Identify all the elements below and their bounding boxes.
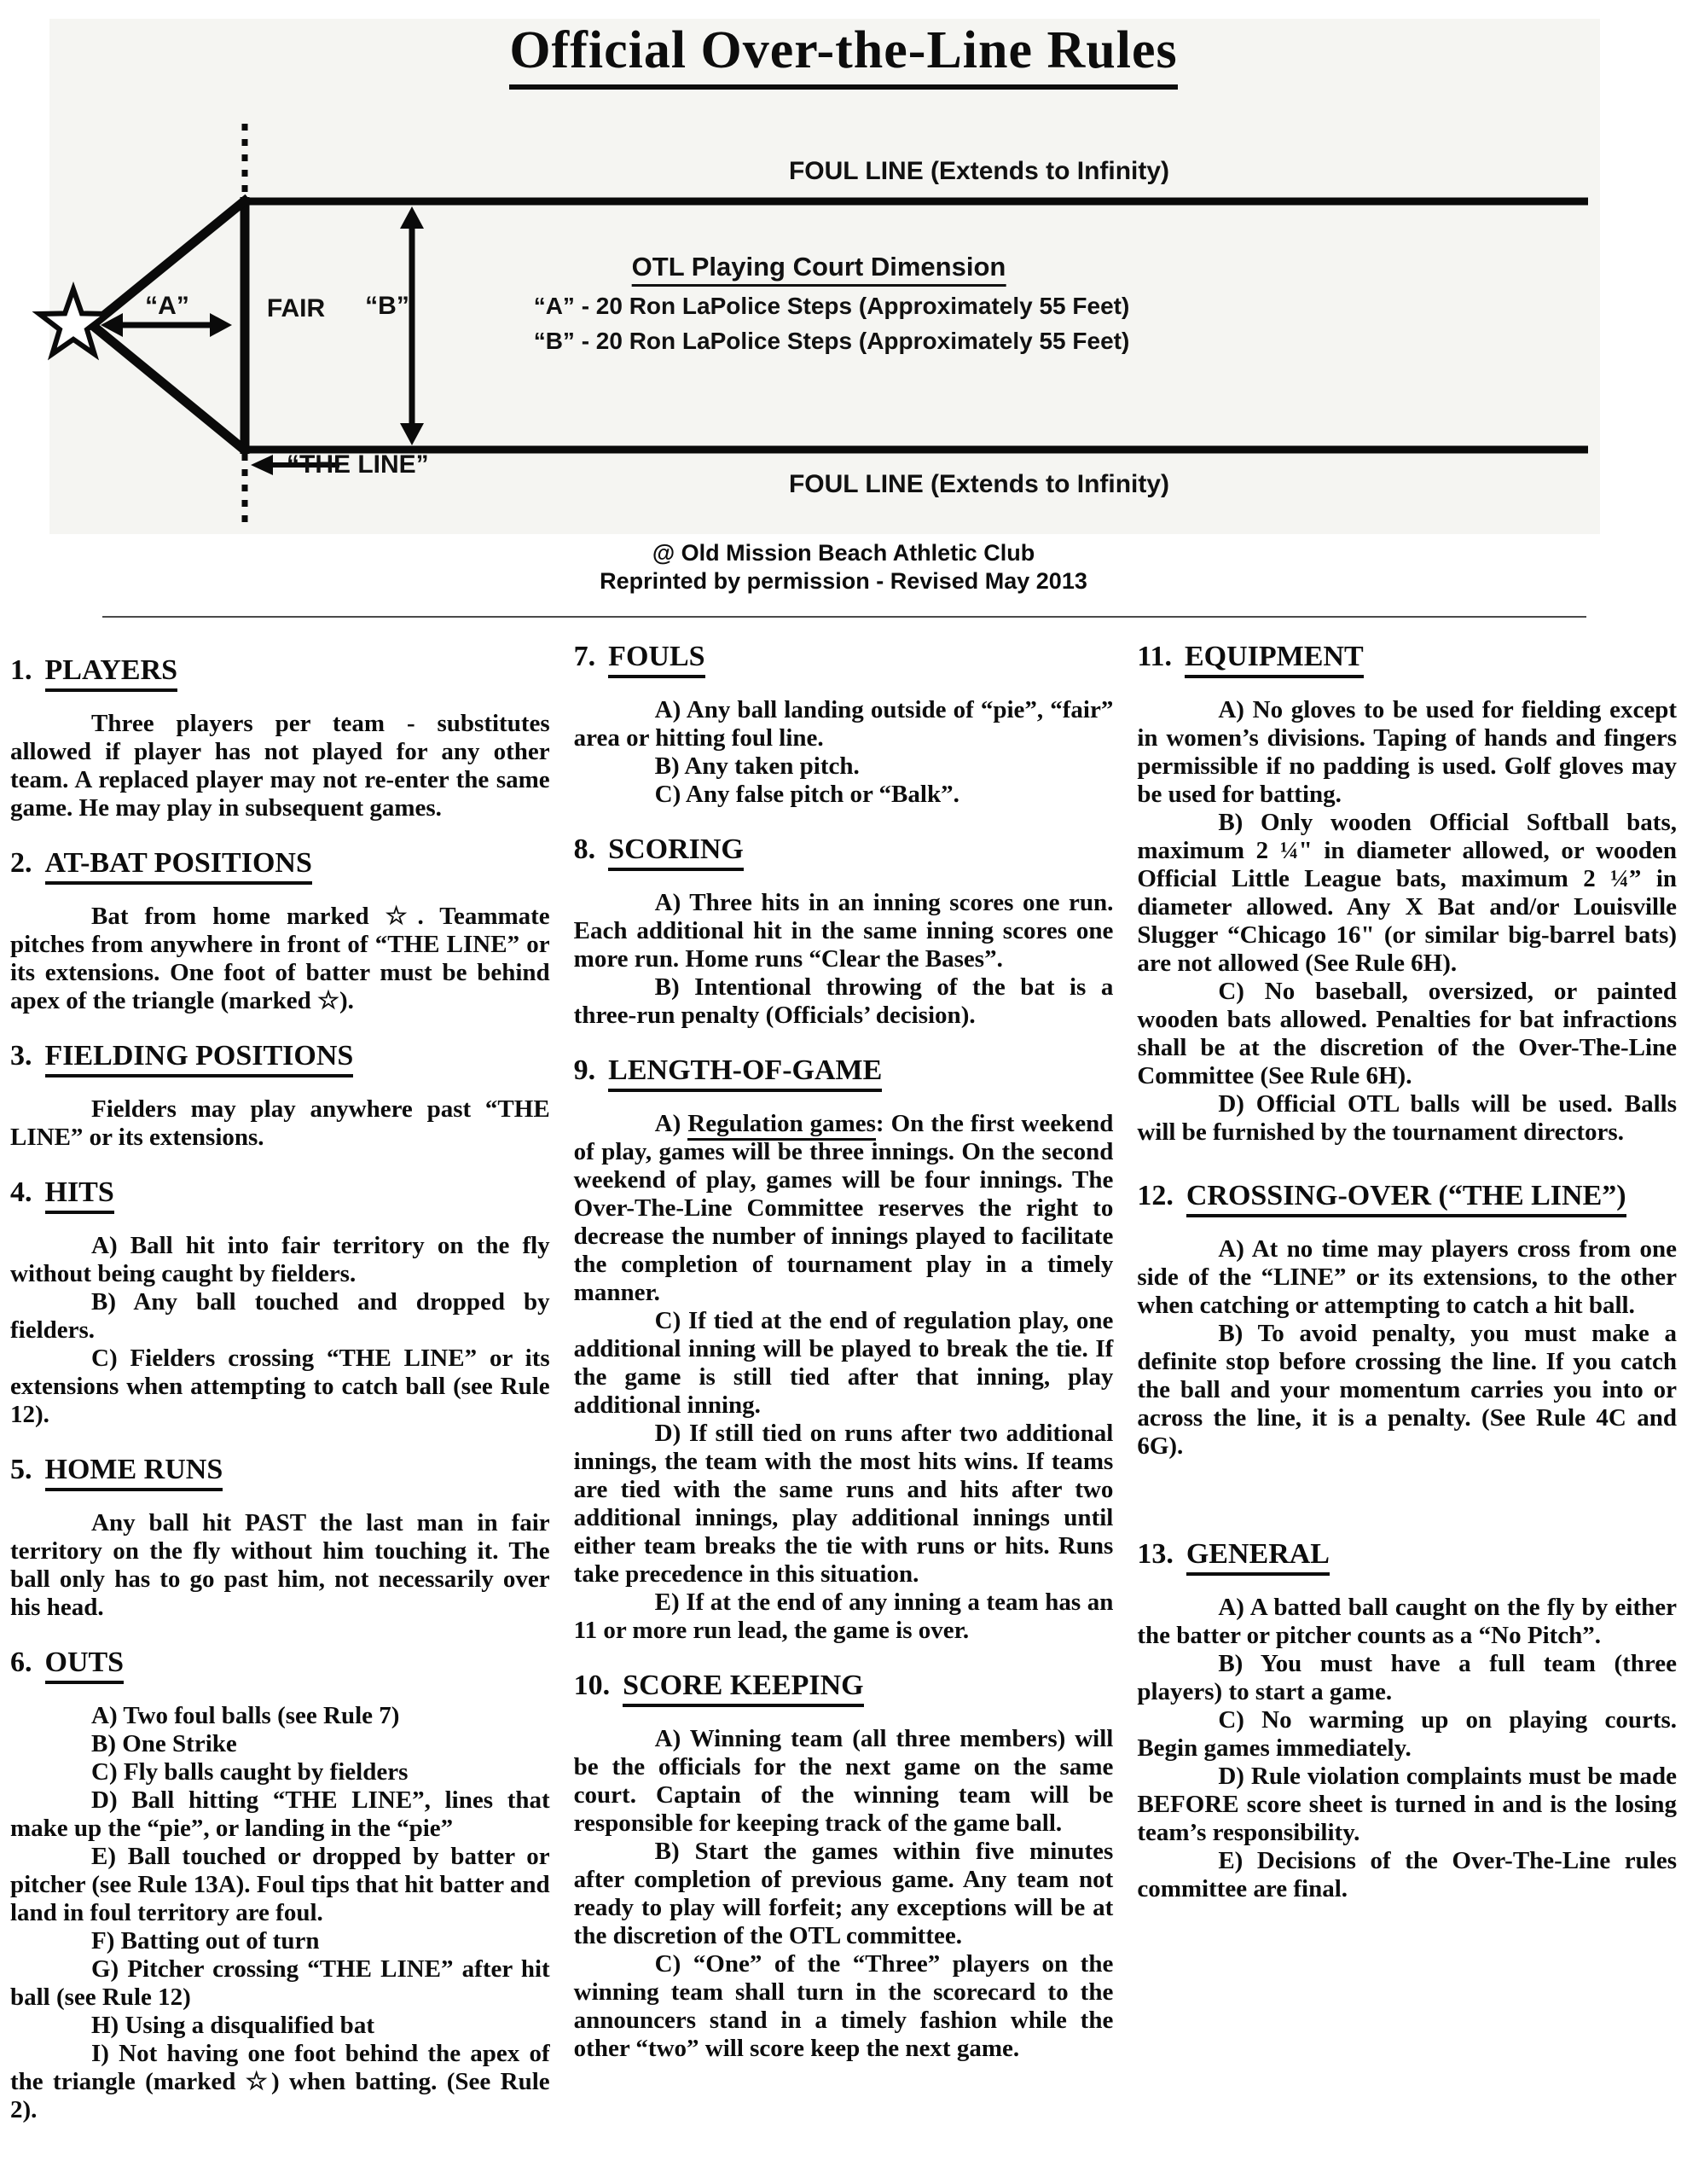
rule-paragraph: C) “One” of the “Three” players on the winning team shall turn in the scorecard to the announcers stand in a timely fashion while the other “two” will score keep the next game.	[573, 1950, 1114, 2062]
page-title: Official Over-the-Line Rules	[509, 20, 1177, 90]
rule-paragraph: I) Not having one foot behind the apex of the triangle (marked ☆) when batting. (See Rule 2).	[10, 2040, 550, 2123]
pie-triangle-bottom-side	[92, 325, 248, 453]
rule-paragraph: A) A batted ball caught on the fly by either the batter or pitcher counts as a “No Pitch”.	[1137, 1594, 1678, 1649]
rule-section-5-home-runs	[10, 1455, 550, 1622]
section-title: FIELDING POSITIONS	[45, 1040, 354, 1077]
rule-paragraph: A) Two foul balls (see Rule 7)	[91, 1702, 400, 1729]
section-number: 8.	[573, 834, 596, 865]
rule-paragraph: G) Pitcher crossing “THE LINE” after hit ball (see Rule 12)	[10, 1955, 550, 2011]
rule-paragraph: B) Start the games within five minutes after completion of previous game. Any team not ready to play will forfeit; any exceptions will be at the discretion of the OTL committee.	[573, 1838, 1114, 1949]
rules-column-3	[1137, 642, 1677, 2150]
rule-section-2-at-bat-positions	[10, 848, 550, 1015]
section-title: HOME RUNS	[45, 1454, 223, 1491]
rule-paragraph: H) Using a disqualified bat	[91, 2012, 374, 2039]
rule-paragraph: B) Any ball touched and dropped by fielders.	[10, 1288, 550, 1344]
section-number: 4.	[10, 1176, 32, 1208]
section-title: SCORE KEEPING	[623, 1670, 863, 1707]
section-number: 13.	[1137, 1538, 1174, 1570]
section-heading	[574, 834, 1114, 865]
section-number: 7.	[573, 641, 596, 672]
section-heading	[10, 655, 550, 686]
attribution	[0, 539, 1687, 595]
section-number: 5.	[10, 1454, 32, 1485]
rule-paragraph: Any ball hit PAST the last man in fair territory on the fly without him touching it. The ball only has to go past him, not necessarily over his head.	[10, 1509, 550, 1621]
rule-paragraph: D) Official OTL balls will be used. Balls will be furnished by the tournament directors.	[1137, 1090, 1678, 1146]
rule-paragraph: F) Batting out of turn	[91, 1927, 320, 1955]
section-number: 6.	[10, 1647, 32, 1678]
rule-paragraph: E) Decisions of the Over-The-Line rules committee are final.	[1137, 1847, 1678, 1902]
rule-paragraph: A) No gloves to be used for fielding except in women’s divisions. Taping of hands and fingers permissible if no padding is used. Golf gloves may be used for batting.	[1137, 696, 1678, 808]
section-title: PLAYERS	[45, 654, 178, 692]
rule-paragraph: C) No baseball, oversized, or painted wooden bats allowed. Penalties for bat infractions shall be at the discretion of the Over-The-Line Committee (See Rule 6H).	[1137, 978, 1678, 1089]
rule-section-8-scoring	[574, 834, 1114, 1030]
b-label: “B”	[365, 292, 409, 320]
rule-paragraph: Three players per team - substitutes allowed if player has not played for any other team. A replaced player may not re-enter the same game. He may play in subsequent games.	[10, 710, 550, 822]
rule-paragraph: D) Ball hitting “THE LINE”, lines that make up the “pie”, or landing in the “pie”	[10, 1786, 550, 1842]
rule-paragraph: C) Any false pitch or “Balk”.	[654, 781, 959, 808]
section-heading	[1137, 642, 1677, 672]
rule-paragraph: A) At no time may players cross from one side of the “LINE” or its extensions, to the other when catching or attempting to catch a hit ball.	[1137, 1235, 1678, 1319]
rules-column-2	[574, 642, 1114, 2150]
rule-paragraph: A) Any ball landing outside of “pie”, “fair” area or hitting foul line.	[573, 696, 1114, 752]
rule-paragraph: D) Rule violation complaints must be made BEFORE score sheet is turned in and is the losing team’s responsibility.	[1137, 1763, 1678, 1846]
rules-column-1	[10, 642, 550, 2150]
section-title: AT-BAT POSITIONS	[45, 847, 312, 885]
rule-section-7-fouls	[574, 642, 1114, 809]
rule-paragraph: A) Three hits in an inning scores one run. Each additional hit in the same inning scores one more run. Home runs “Clear the Bases”.	[573, 889, 1114, 973]
rule-paragraph: C) Fly balls caught by fielders	[91, 1758, 409, 1786]
attribution-revision: Reprinted by permission - Revised May 2013	[600, 568, 1087, 594]
rule-paragraph: B) To avoid penalty, you must make a definite stop before crossing the line. If you catch the ball and your momentum carries you into or across the line, it is a penalty. (See Rule 4C and 6G).	[1137, 1320, 1678, 1460]
rule-paragraph: C) If tied at the end of regulation play, one additional inning will be played to break the tie. If the game is still tied after that inning, play additional inning.	[573, 1307, 1114, 1419]
rule-paragraph: B) Intentional throwing of the bat is a three-run penalty (Officials’ decision).	[573, 973, 1114, 1029]
rule-section-10-score-keeping	[574, 1670, 1114, 2063]
dimension-a-label: “A” - 20 Ron LaPolice Steps (Approximately 55 Feet)	[533, 293, 1130, 319]
rule-section-6-outs	[10, 1647, 550, 2124]
rule-paragraph: E) Ball touched or dropped by batter or pitcher (see Rule 13A). Foul tips that hit batter and land in foul territory are foul.	[10, 1843, 550, 1926]
rule-paragraph: A) Winning team (all three members) will be the officials for the next game on the same court. Captain of the winning team will be responsible for keeping track of the game ball.	[573, 1725, 1114, 1837]
section-heading	[10, 1455, 550, 1485]
underlined-text: Regulation games	[687, 1110, 876, 1141]
attribution-club: @ Old Mission Beach Athletic Club	[652, 540, 1035, 566]
rule-paragraph: Fielders may play anywhere past “THE LINE” or its extensions.	[10, 1095, 550, 1151]
section-heading	[10, 1647, 550, 1678]
section-title: FOULS	[608, 641, 704, 678]
section-title: SCORING	[608, 834, 744, 871]
section-number: 2.	[10, 847, 32, 879]
rule-paragraph	[574, 1110, 1114, 1307]
section-title: OUTS	[45, 1647, 125, 1684]
rule-paragraph: B) One Strike	[91, 1730, 237, 1757]
rule-section-13-general	[1137, 1539, 1677, 1903]
section-number: 1.	[10, 654, 32, 686]
rule-paragraph: B) Only wooden Official Softball bats, maximum 2 ¼" in diameter allowed, or wooden Official Little League bats, maximum 2 ¼” in diameter allowed. Any X Bat and/or Louisville Slugger “Chicago 16" (or similar big-barrel bats) are not allowed (See Rule 6H).	[1137, 809, 1678, 977]
home-plate-star-icon	[39, 289, 107, 354]
rule-paragraph: E) If at the end of any inning a team has an 11 or more run lead, the game is over.	[573, 1589, 1114, 1644]
rule-section-9-length-of-game	[574, 1055, 1114, 1645]
section-heading	[574, 1055, 1114, 1086]
foul-line-top-label: FOUL LINE (Extends to Infinity)	[788, 157, 1170, 185]
rule-section-4-hits	[10, 1177, 550, 1429]
section-title: HITS	[45, 1176, 114, 1214]
dimension-arrow-b	[400, 206, 424, 445]
rule-section-3-fielding-positions	[10, 1041, 550, 1152]
fair-label: FAIR	[266, 294, 326, 322]
text-run: : On the first weekend of play, games will be three innings. On the second weekend of play, games will be four innings. The Over-The-Line Committee reserves the right to decrease the number of innings played to facilitate the completion of tournament play in a timely manner.	[573, 1110, 1114, 1306]
a-label: “A”	[145, 292, 189, 320]
section-number: 11.	[1137, 641, 1172, 672]
dimension-b-label: “B” - 20 Ron LaPolice Steps (Approximately 55 Feet)	[533, 328, 1130, 354]
rule-paragraph: C) No warming up on playing courts. Begin games immediately.	[1137, 1706, 1678, 1762]
the-line-label: “THE LINE”	[287, 450, 429, 479]
text-run: A)	[654, 1110, 688, 1137]
section-heading	[1137, 1181, 1677, 1211]
rule-paragraph: B) Any taken pitch.	[654, 752, 860, 780]
section-heading	[10, 1041, 550, 1072]
section-title: EQUIPMENT	[1185, 641, 1364, 678]
section-heading	[574, 642, 1114, 672]
rule-paragraph: A) Ball hit into fair territory on the fly without being caught by fielders.	[10, 1232, 550, 1287]
foul-line-bottom-label: FOUL LINE (Extends to Infinity)	[788, 470, 1170, 498]
section-number: 12.	[1137, 1180, 1174, 1211]
court-dimension-heading: OTL Playing Court Dimension	[632, 252, 1006, 287]
section-title: LENGTH-OF-GAME	[608, 1054, 882, 1092]
rule-paragraph: D) If still tied on runs after two additional innings, the team with the most hits wins. If teams are tied with the same runs and hits after two additional innings, play additional innings until either team breaks the tie with runs or hits. Runs take precedence in this situation.	[573, 1420, 1114, 1588]
section-heading	[574, 1670, 1114, 1701]
rule-section-1-players	[10, 655, 550, 822]
rule-paragraph: Bat from home marked ☆. Teammate pitches from anywhere in front of “THE LINE” or its extensions. One foot of batter must be behind apex of the triangle (marked ☆).	[10, 903, 550, 1014]
section-title: CROSSING-OVER (“THE LINE”)	[1186, 1180, 1626, 1217]
section-number: 10.	[573, 1670, 611, 1701]
section-number: 9.	[573, 1054, 596, 1086]
section-heading	[1137, 1539, 1677, 1570]
rules-columns	[10, 642, 1677, 2150]
section-divider-line	[102, 616, 1586, 618]
section-heading	[10, 1177, 550, 1208]
rule-section-12-crossing-over-the-line	[1137, 1181, 1677, 1461]
rule-section-11-equipment	[1137, 642, 1677, 1147]
rule-paragraph: B) You must have a full team (three players) to start a game.	[1137, 1650, 1678, 1705]
rule-paragraph: C) Fielders crossing “THE LINE” or its extensions when attempting to catch ball (see Rule 12).	[10, 1345, 550, 1428]
section-title: GENERAL	[1186, 1538, 1330, 1576]
section-number: 3.	[10, 1040, 32, 1072]
section-heading	[10, 848, 550, 879]
